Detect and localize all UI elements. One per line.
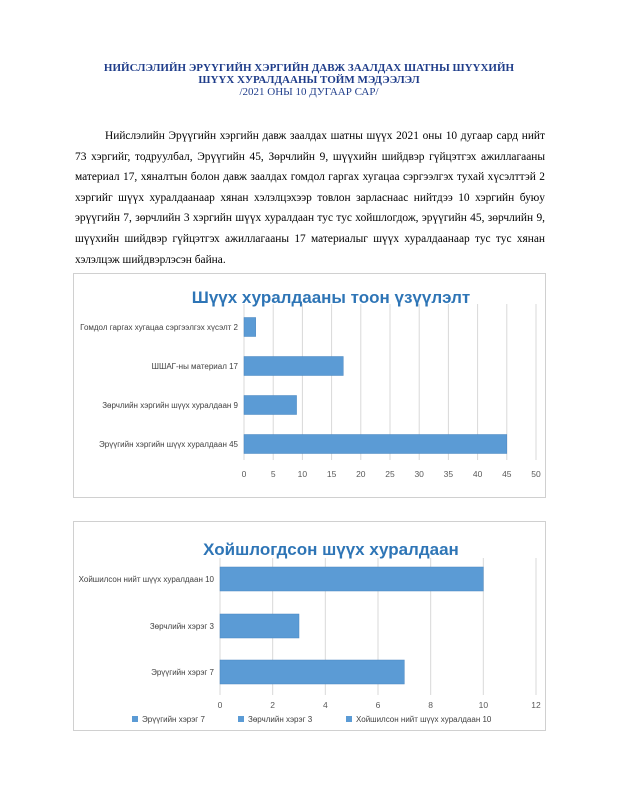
bar (220, 660, 404, 684)
category-label: Эрүүгийн хэргийн шүүх хуралдаан 45 (99, 440, 238, 449)
bar (220, 614, 299, 638)
legend-label: Хойшилсон нийт шүүх хуралдаан 10 (356, 715, 492, 724)
x-tick-label: 5 (270, 469, 276, 479)
x-tick-label: 10 (478, 700, 489, 710)
x-tick-label: 15 (326, 469, 337, 479)
title-line-3: /2021 ОНЫ 10 ДУГААР САР/ (239, 86, 379, 98)
category-label: Эрүүгийн хэрэг 7 (151, 668, 214, 677)
x-tick-label: 30 (414, 469, 424, 479)
x-tick-label: 25 (385, 469, 395, 479)
summary-paragraph: Нийслэлийн Эрүүгийн хэргийн давж заалдах шатны шүүх 2021 оны 10 дугаар сард нийт 73 хэргийг, тодруулбал, Эрүүгийн 45, Зөрчлийн 9, шүүхийн шийдвэр гүйцэтгэх ажиллагааны материал 17, хяналтын болон давж заалдах гомдол гаргах хугацаа сэргээлгэх тухай хүсэлттэй 2 хэргийг шүүх хуралдаанаар хянан хэлэлцэхээр товлон зарласнаас нийтдээ 10 хэргийн буюу эрүүгийн 7, зөрчлийн 3 хэргийн шүүх хуралдаан тус тус хойшлогдож, эрүүгийн 45, зөрчлийн 9, шүүхийн шийдвэр гүйцэтгэх ажиллагааны 17 материалыг шүүх хуралдаанаар тус тус хянан хэлэлцэж шийдвэрлэсэн байна. (75, 130, 545, 266)
x-tick-label: 35 (443, 469, 454, 479)
chart-title: Шүүх хуралдааны тоон үзүүлэлт (191, 288, 471, 307)
title-line-1: НИЙСЛЭЛИЙН ЭРҮҮГИЙН ХЭРГИЙН ДАВЖ ЗААЛДАХ ШАТНЫ ШҮҮХИЙН (103, 62, 515, 74)
x-tick-label: 40 (472, 469, 483, 479)
chart-hearing-statistics (73, 273, 546, 498)
x-tick-label: 8 (428, 700, 434, 710)
category-label: Зөрчлийн хэрэг 3 (149, 622, 214, 631)
x-tick-label: 0 (241, 469, 247, 479)
x-tick-label: 12 (531, 700, 541, 710)
x-tick-label: 45 (502, 469, 512, 479)
legend-swatch (238, 716, 244, 722)
legend-label: Эрүүгийн хэрэг 7 (142, 715, 205, 724)
document-title (0, 62, 618, 98)
legend-label: Зөрчлийн хэрэг 3 (248, 715, 313, 724)
legend-swatch (346, 716, 352, 722)
x-tick-label: 10 (297, 469, 308, 479)
bar (244, 357, 343, 376)
bar (244, 435, 507, 454)
chart-hearing-statistics-svg (74, 274, 545, 497)
x-tick-label: 4 (322, 700, 328, 710)
x-tick-label: 50 (531, 469, 541, 479)
chart-postponed-hearings-svg (74, 522, 545, 730)
category-label: Гомдол гаргах хугацаа сэргээлгэх хүсэлт 2 (80, 323, 238, 332)
x-tick-label: 0 (217, 700, 223, 710)
x-tick-label: 20 (356, 469, 366, 479)
bar (244, 396, 297, 415)
legend-swatch (132, 716, 138, 722)
x-tick-label: 6 (375, 700, 381, 710)
chart-postponed-hearings (73, 521, 546, 731)
category-label: ШШАГ-ны материал 17 (151, 362, 238, 371)
category-label: Зөрчлийн хэргийн шүүх хуралдаан 9 (102, 401, 238, 410)
category-label: Хойшилсон нийт шүүх хуралдаан 10 (78, 575, 214, 584)
title-line-2: ШҮҮХ ХУРАЛДААНЫ ТОЙМ МЭДЭЭЛЭЛ (198, 74, 420, 86)
bar (244, 318, 256, 337)
x-tick-label: 2 (270, 700, 276, 710)
bar (220, 567, 483, 591)
chart-title: Хойшлогдсон шүүх хуралдаан (203, 540, 459, 559)
